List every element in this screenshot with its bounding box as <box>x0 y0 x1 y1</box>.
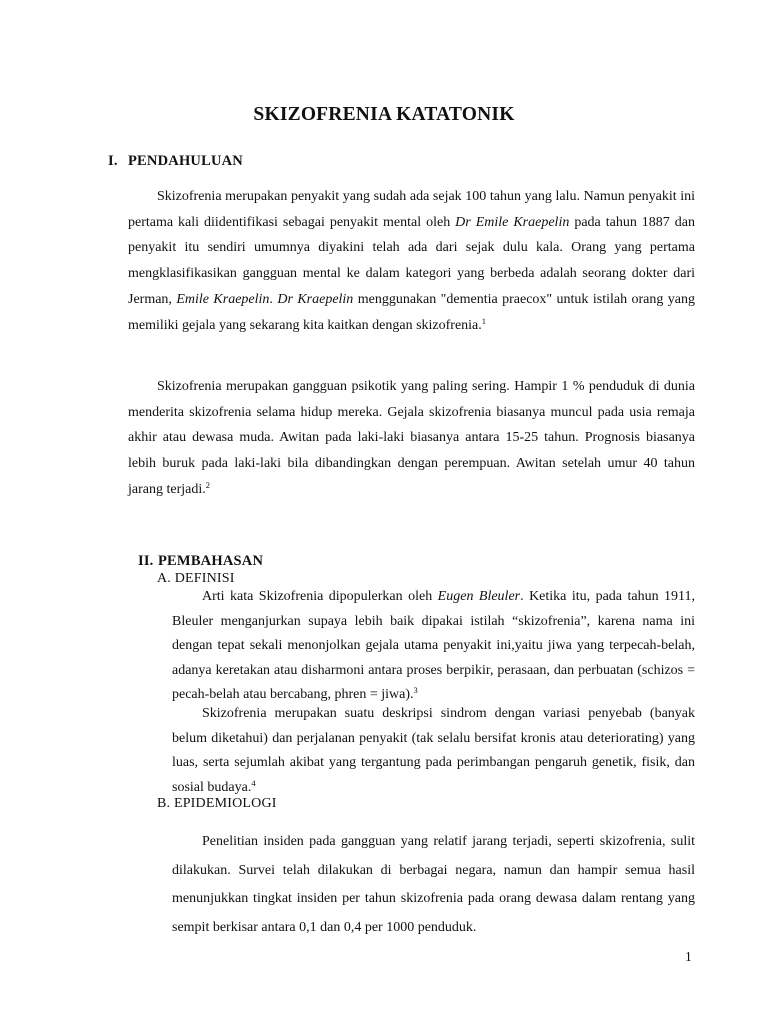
person-name-dr-kraepelin: Dr Kraepelin <box>277 291 354 307</box>
paragraph-intro-2: Skizofrenia merupakan gangguan psikotik yang paling sering. Hampir 1 % penduduk di dunia menderita skizofrenia selama hidup mereka. Gejala skizofrenia biasanya muncul pada usia remaja akhir atau dewasa muda. Awitan pada laki-laki biasanya antara 15-25 tahun. Prognosis biasanya lebih buruk pada laki-laki bila dibandingkan dengan perempuan. Awitan setelah umur 40 tahun jarang terjadi.$^2$ <box>128 379 695 497</box>
page-number: 1 <box>685 949 692 964</box>
footnote-ref: 4 <box>251 777 256 788</box>
person-name-bleuler: Eugen Bleuler <box>437 589 521 604</box>
person-name-kraepelin: Dr Emile Kraepelin <box>455 214 570 230</box>
paragraph-definisi-1: Arti kata Skizofrenia dipopulerkan oleh Eugen Bleuler. Ketika itu, pada tahun 1911, Bleuler menganjurkan supaya lebih baik dipakai istilah “skizofrenia”, karena nama ini dengan tepat sekali menonjolkan gejala utama penyakit ini,yaitu jiwa yang terpecah-belah, adanya keretakan atau disharmoni antara proses berpikir, perasaan, dan perbuatan (schizos = pecah-belah atau bercabang, phren = jiwa).$^3$ <box>172 589 696 703</box>
section-heading-pendahuluan <box>108 153 243 170</box>
document-title: SKIZOFRENIA KATATONIK <box>253 104 515 125</box>
section-title: PEMBAHASAN <box>158 553 264 569</box>
subsection-definisi: A. DEFINISI <box>157 571 235 586</box>
paragraph-intro-1: Skizofrenia merupakan penyakit yang sudah ada sejak 100 tahun yang lalu. Namun penyakit ini pertama kali diidentifikasi sebagai penyakit mental oleh Dr Emile Kraepelin pada tahun 1887 dan penyakit itu sendiri umumnya diyakini telah ada dari sejak dulu kala. Orang yang pertama mengklasifikasikan gangguan mental ke dalam kategori yang berbeda adalah seorang dokter dari Jerman, Emile Kraepelin. Dr Kraepelin menggunakan "dementia praecox" untuk istilah orang yang memiliki gejala yang sekarang kita kaitkan dengan skizofrenia.$^1$ <box>128 189 695 333</box>
footnote-ref: 2 <box>205 479 210 490</box>
section-title: PENDAHULUAN <box>128 153 243 169</box>
section-number: I. <box>108 153 118 169</box>
section-heading-pembahasan <box>138 553 263 570</box>
footnote-ref: 3 <box>413 685 418 696</box>
subsection-epidemiologi: B. EPIDEMIOLOGI <box>157 796 277 811</box>
footnote-ref: 1 <box>481 315 487 326</box>
paragraph-epidemiologi-1: Penelitian insiden pada gangguan yang relatif jarang terjadi, seperti skizofrenia, sulit dilakukan. Survei telah dilakukan di berbagai negara, namun dan hampir semua hasil menunjukkan tingkat insiden per tahun skizofrenia pada orang dewasa dalam rentang yang sempit berkisar antara 0,1 dan 0,4 per 1000 penduduk. <box>172 834 695 935</box>
person-name-emile-kraepelin: Emile Kraepelin <box>176 291 270 307</box>
paragraph-definisi-2: Skizofrenia merupakan suatu deskripsi sindrom dengan variasi penyebab (banyak belum diketahui) dan perjalanan penyakit (tak selalu bersifat kronis atau deteriorating) yang luas, serta sejumlah akibat yang tergantung pada perimbangan pengaruh genetik, fisik, dan sosial budaya.$^4$ <box>172 706 695 795</box>
section-number: II. <box>138 553 154 569</box>
